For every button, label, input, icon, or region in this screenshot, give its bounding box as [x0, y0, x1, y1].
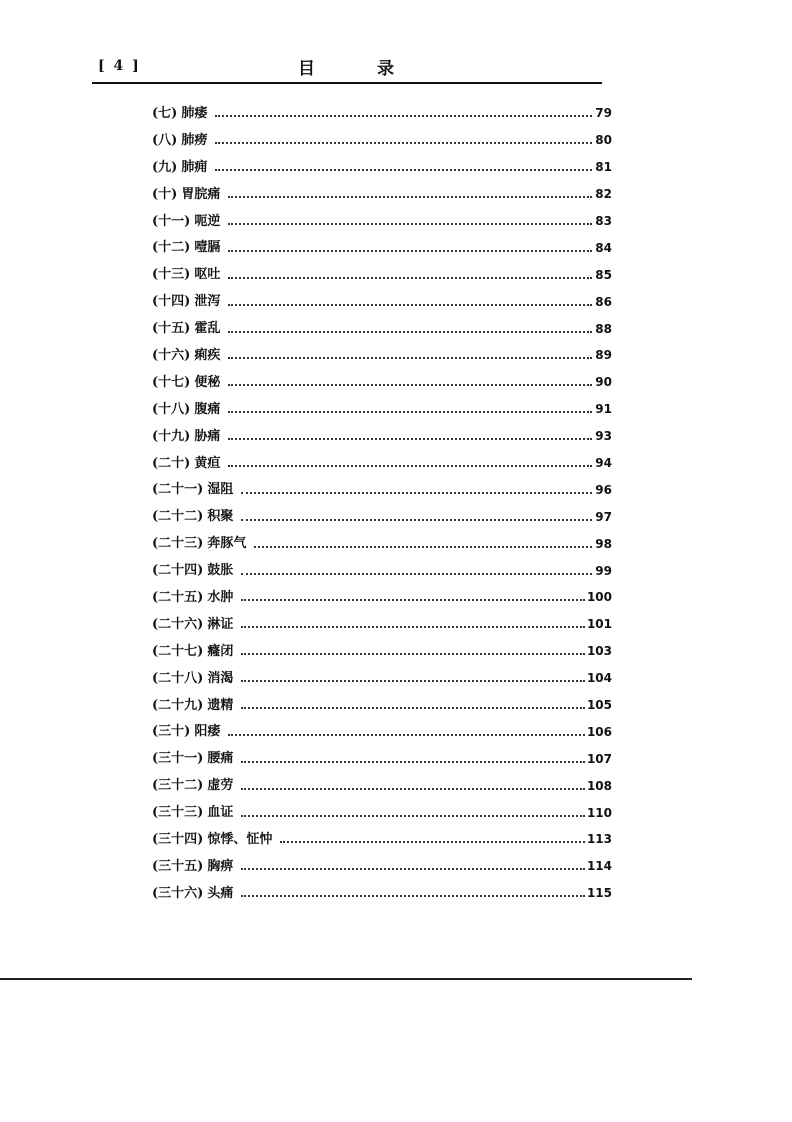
toc-entry-page: 80: [595, 133, 612, 148]
dot-leader: [241, 680, 585, 682]
toc-entry-page: 86: [595, 294, 612, 309]
dot-leader: [241, 653, 585, 655]
toc-entry[interactable]: [152, 772, 612, 799]
toc-entry-page: 96: [595, 482, 612, 497]
toc-entry[interactable]: [152, 584, 612, 611]
toc-entry[interactable]: [152, 396, 612, 423]
toc-entry-title: 遗精: [207, 697, 234, 713]
toc-entry-page: 105: [586, 698, 612, 713]
toc-entry[interactable]: [152, 100, 612, 127]
toc-entry-page: 110: [586, 805, 612, 820]
toc-entry-title: 癃闭: [207, 643, 234, 659]
toc-entry-number: (三十六): [152, 885, 204, 901]
toc-entry-page: 108: [586, 778, 612, 793]
dot-leader: [241, 492, 592, 494]
toc-entry-number: (二十): [152, 455, 191, 471]
toc-entry-page: 81: [595, 160, 612, 175]
toc-entry[interactable]: [152, 288, 612, 315]
toc-entry-page: 100: [586, 590, 612, 605]
dot-leader: [280, 841, 585, 843]
toc-entry-number: (三十五): [152, 858, 204, 874]
dot-leader: [215, 142, 592, 144]
dot-leader: [228, 277, 592, 279]
toc-entry-title: 阳痿: [194, 724, 221, 740]
toc-entry-number: (三十一): [152, 751, 204, 767]
toc-entry[interactable]: [152, 369, 612, 396]
toc-entry-title: 肺痨: [181, 132, 208, 148]
dot-leader: [228, 734, 585, 736]
toc-entry-page: 115: [586, 886, 612, 901]
toc-entry-title: 呃逆: [194, 213, 221, 229]
toc-entry[interactable]: [152, 853, 612, 880]
toc-entry-number: (三十): [152, 724, 191, 740]
dot-leader: [228, 331, 592, 333]
dot-leader: [228, 438, 592, 440]
dot-leader: [241, 599, 585, 601]
toc-entry-page: 79: [595, 106, 612, 121]
toc-entry[interactable]: [152, 127, 612, 154]
toc-entry-number: (三十三): [152, 805, 204, 821]
toc-entry-number: (七): [152, 105, 178, 121]
toc-entry-title: 痢疾: [194, 347, 221, 363]
toc-entry-page: 88: [595, 321, 612, 336]
dot-leader: [241, 761, 585, 763]
dot-leader: [215, 115, 592, 117]
toc-entry[interactable]: [152, 638, 612, 665]
toc-entry-page: 97: [595, 509, 612, 524]
toc-entry[interactable]: [152, 826, 612, 853]
toc-entry[interactable]: [152, 234, 612, 261]
toc-entry-page: 85: [595, 267, 612, 282]
toc-entry-title: 呕吐: [194, 267, 221, 283]
toc-entry-number: (十七): [152, 374, 191, 390]
toc-entry-number: (十三): [152, 267, 191, 283]
page-title: 目录: [298, 59, 456, 79]
dot-leader: [241, 788, 585, 790]
toc-entry-number: (三十四): [152, 831, 204, 847]
toc-entry[interactable]: [152, 315, 612, 342]
toc-entry-title: 肺痿: [181, 105, 208, 121]
toc-entry-page: 104: [586, 671, 612, 686]
footer-rule: [0, 978, 692, 980]
table-of-contents: [152, 100, 612, 907]
dot-leader: [228, 465, 592, 467]
toc-entry-title: 黄疸: [194, 455, 221, 471]
toc-entry-title: 噎膈: [194, 240, 221, 256]
toc-entry-number: (十五): [152, 321, 191, 337]
toc-entry-title: 胃脘痛: [181, 186, 221, 202]
toc-entry[interactable]: [152, 208, 612, 235]
dot-leader: [228, 384, 592, 386]
toc-entry-number: (十): [152, 186, 178, 202]
toc-entry-title: 霍乱: [194, 321, 221, 337]
toc-entry-number: (十九): [152, 428, 191, 444]
toc-entry-title: 消渴: [207, 670, 234, 686]
toc-entry[interactable]: [152, 745, 612, 772]
toc-entry-page: 84: [595, 240, 612, 255]
toc-entry-title: 积聚: [207, 509, 234, 525]
toc-entry-title: 水肿: [207, 589, 234, 605]
toc-entry-title: 便秘: [194, 374, 221, 390]
toc-entry-title: 惊悸、怔忡: [207, 831, 273, 847]
toc-entry-page: 91: [595, 402, 612, 417]
toc-entry-number: (二十一): [152, 482, 204, 498]
toc-entry-number: (九): [152, 159, 178, 175]
toc-entry-page: 101: [586, 617, 612, 632]
toc-entry-title: 奔豚气: [207, 536, 247, 552]
dot-leader: [228, 196, 592, 198]
toc-entry[interactable]: [152, 611, 612, 638]
toc-entry[interactable]: [152, 476, 612, 503]
toc-entry-page: 113: [586, 832, 612, 847]
toc-entry-title: 虚劳: [207, 778, 234, 794]
toc-entry[interactable]: [152, 799, 612, 826]
toc-entry[interactable]: [152, 557, 612, 584]
toc-entry-title: 血证: [207, 805, 234, 821]
dot-leader: [241, 573, 592, 575]
toc-entry-number: (十八): [152, 401, 191, 417]
toc-entry-number: (二十七): [152, 643, 204, 659]
toc-entry-page: 94: [595, 456, 612, 471]
toc-entry[interactable]: [152, 450, 612, 477]
toc-entry[interactable]: [152, 423, 612, 450]
header-rule: [92, 82, 602, 84]
page-number: [ 4 ]: [98, 58, 141, 74]
toc-entry[interactable]: [152, 692, 612, 719]
toc-entry-number: (二十六): [152, 616, 204, 632]
toc-entry-page: 93: [595, 429, 612, 444]
toc-entry-page: 83: [595, 214, 612, 228]
toc-entry-page: 98: [595, 536, 612, 551]
toc-entry-title: 头痛: [207, 885, 234, 901]
dot-leader: [228, 304, 592, 306]
toc-entry[interactable]: [152, 503, 612, 530]
toc-entry-number: (十一): [152, 213, 191, 229]
toc-entry-number: (三十二): [152, 778, 204, 794]
toc-entry-title: 湿阻: [207, 482, 234, 498]
toc-entry[interactable]: [152, 261, 612, 288]
toc-entry-number: (十六): [152, 347, 191, 363]
toc-entry[interactable]: [152, 665, 612, 692]
dot-leader: [241, 707, 585, 709]
toc-entry-number: (十四): [152, 294, 191, 310]
toc-entry-page: 89: [595, 348, 612, 363]
toc-entry-number: (二十五): [152, 589, 204, 605]
dot-leader: [241, 815, 585, 817]
toc-entry-title: 淋证: [207, 616, 234, 632]
dot-leader: [228, 411, 592, 413]
toc-entry-number: (八): [152, 132, 178, 148]
toc-entry-number: (二十九): [152, 697, 204, 713]
toc-entry[interactable]: [152, 530, 612, 557]
dot-leader: [228, 250, 592, 252]
dot-leader: [215, 169, 592, 171]
dot-leader: [241, 626, 585, 628]
toc-entry-title: 泄泻: [194, 294, 221, 310]
toc-entry-number: (二十四): [152, 563, 204, 579]
toc-entry-page: 107: [586, 751, 612, 766]
toc-entry-page: 114: [586, 859, 612, 874]
dot-leader: [241, 895, 585, 897]
toc-entry-number: (十二): [152, 240, 191, 256]
toc-entry-page: 99: [595, 563, 612, 578]
dot-leader: [241, 519, 592, 521]
toc-entry-page: 103: [586, 644, 612, 659]
toc-entry[interactable]: [152, 880, 612, 907]
toc-entry[interactable]: [152, 718, 612, 745]
toc-entry-page: 90: [595, 375, 612, 390]
toc-entry-page: 106: [586, 724, 612, 739]
toc-entry[interactable]: [152, 154, 612, 181]
toc-entry-title: 腰痛: [207, 751, 234, 767]
toc-entry-title: 腹痛: [194, 401, 221, 417]
dot-leader: [228, 357, 592, 359]
dot-leader: [241, 868, 585, 870]
toc-entry-number: (二十二): [152, 509, 204, 525]
toc-entry-page: 82: [595, 187, 612, 202]
toc-entry-title: 胸痹: [207, 858, 234, 874]
dot-leader: [228, 223, 592, 225]
toc-entry[interactable]: [152, 181, 612, 208]
toc-entry-title: 鼓胀: [207, 563, 234, 579]
toc-entry-title: 肺痈: [181, 159, 208, 175]
toc-entry-title: 胁痛: [194, 428, 221, 444]
toc-entry-number: (二十八): [152, 670, 204, 686]
dot-leader: [254, 546, 592, 548]
toc-entry-number: (二十三): [152, 536, 204, 552]
toc-entry[interactable]: [152, 342, 612, 369]
